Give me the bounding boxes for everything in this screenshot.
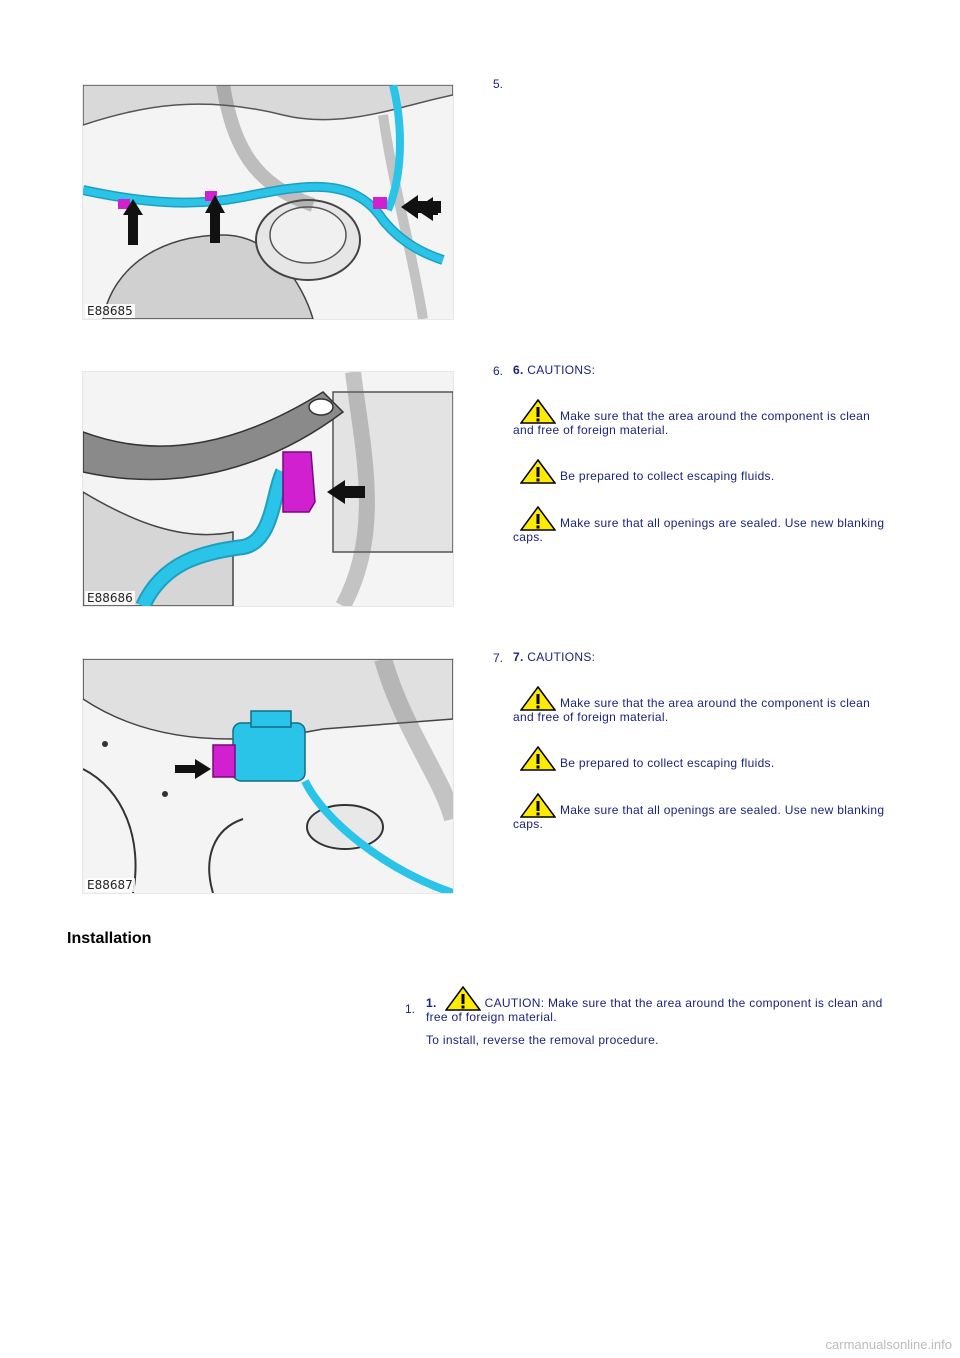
warning-triangle-icon xyxy=(520,686,556,711)
warning-triangle-icon xyxy=(520,399,556,424)
caution-item: Make sure that all openings are sealed. Use new blanking caps. xyxy=(513,506,893,544)
figure-step-5 xyxy=(82,84,454,320)
caution-item: Make sure that the area around the component is clean and free of foreign material. xyxy=(513,399,893,437)
figure-label: E88686 xyxy=(87,591,133,605)
installation-step-text xyxy=(426,986,896,1047)
step-heading: 6. CAUTIONS: xyxy=(513,363,596,377)
engine-illustration xyxy=(83,372,453,606)
caution-item: 1. CAUTION: Make sure that the area around the component is clean and free of foreign material. xyxy=(426,986,896,1024)
caution-item: Be prepared to collect escaping fluids. xyxy=(513,459,893,484)
warning-triangle-icon xyxy=(520,506,556,531)
step-6-text xyxy=(513,364,893,544)
step-heading: 7. CAUTIONS: xyxy=(513,650,596,664)
step-number: 7. xyxy=(493,651,504,665)
figure-step-6 xyxy=(82,371,454,607)
section-title: Installation xyxy=(67,930,152,947)
step-7-text xyxy=(513,651,893,831)
warning-triangle-icon xyxy=(520,746,556,771)
caution-item: Be prepared to collect escaping fluids. xyxy=(513,746,893,771)
warning-triangle-icon xyxy=(445,986,481,1011)
footer-watermark: carmanualsonline.info xyxy=(825,1337,952,1352)
instruction-text: To install, reverse the removal procedure. xyxy=(426,1033,659,1047)
engine-illustration xyxy=(83,659,453,893)
warning-triangle-icon xyxy=(520,793,556,818)
figure-step-7 xyxy=(82,658,454,894)
engine-illustration xyxy=(83,85,453,319)
step-number: 5. xyxy=(493,77,504,91)
caution-item: Make sure that all openings are sealed. Use new blanking caps. xyxy=(513,793,893,831)
figure-label: E88687 xyxy=(87,878,133,892)
caution-item: Make sure that the area around the component is clean and free of foreign material. xyxy=(513,686,893,724)
figure-label: E88685 xyxy=(87,304,133,318)
step-number: 1. xyxy=(405,1002,416,1016)
warning-triangle-icon xyxy=(520,459,556,484)
step-number: 6. xyxy=(493,364,504,378)
